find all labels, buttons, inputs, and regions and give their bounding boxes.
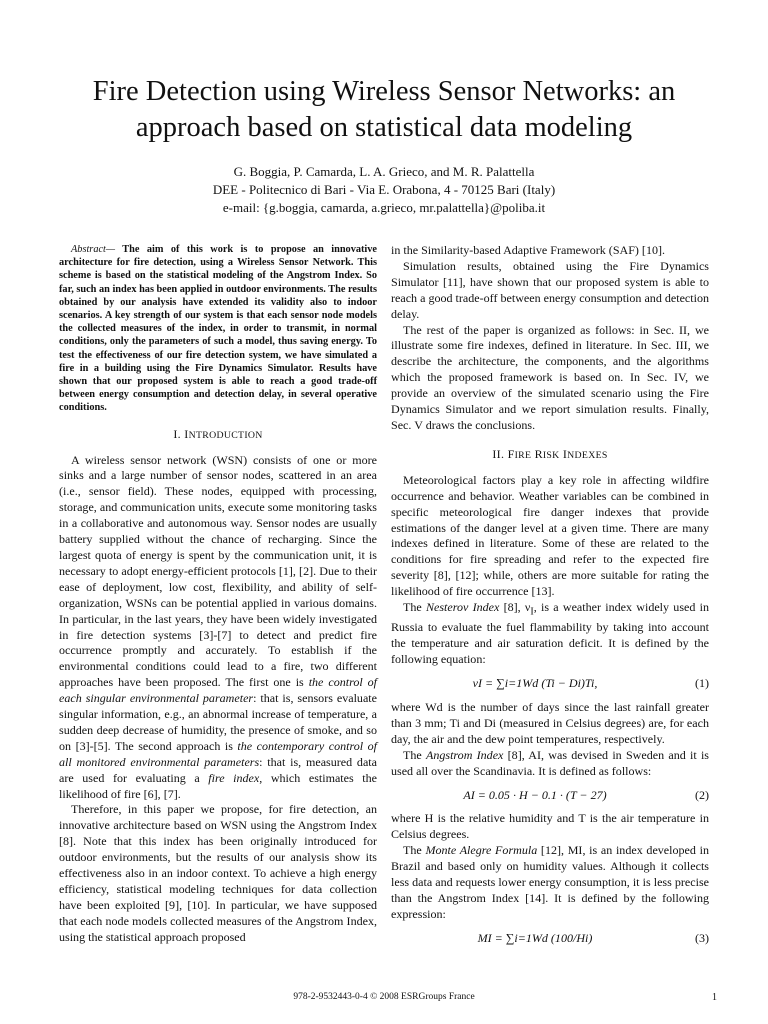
fire-paragraph-1: Meteorological factors play a key role in affecting wildfire occurrence and behavior. Weather variables can be combined in specific meteorological fire danger indexes that provide estimations of the danger level at a given time. There are many indexes defined in literature. Some of these are related to the conditions for fire spreading and refer to the expected fire severity [8], [12]; while, others are more suitable for rating the likelihood of fire occurrence [13].	[391, 472, 709, 599]
paper-title	[40, 74, 728, 146]
author-names: G. Boggia, P. Camarda, L. A. Grieco, and M. R. Palattella	[233, 164, 535, 179]
equation-3-expression: MI = ∑i=1Wd (100/Hi)	[477, 930, 593, 945]
equation-2	[391, 788, 709, 804]
left-column	[59, 243, 377, 946]
abstract-lead: Abstract—	[71, 244, 116, 255]
section-heading-fire-risk-indexes: II. FIRE RISK INDEXES	[492, 446, 608, 461]
equation-2-number: (2)	[694, 787, 709, 802]
title-line-2: approach based on statistical data modeling	[135, 112, 633, 143]
abstract-text: The aim of this work is to propose an innovative architecture for fire detection, using a Wireless Sensor Network. This scheme is based on the statistical modeling of the Angstrom Index. So far, such an index has been applied in outdoor environments. The results obtained by our analysis have extended its validity also to indoor scenarios. A key strength of our system is that each sensor node models the collected measures of the index, in order to transmit, in normal conditions, only the parameters of such a model, thus saving energy. To test the effectiveness of our fire detection system, we have simulated a fire in a building using the Fire Dynamics Simulator. Results have shown that our proposed system is able to reach a good trade-off between energy consumption and detection delay, in several operative conditions.	[59, 244, 377, 414]
intro-paragraph-2: Therefore, in this paper we propose, for fire detection, an innovative architecture based on WSN using the Angstrom Index [8]. Note that this index has been originally introduced for outdoor environments, but the results of our analysis show its effectiveness also in an indoor context. To achieve a high energy efficiency, statistical modeling techniques for data collection have been exploited [9], [10]. In particular, we have supposed that each node models collected measures of the Angstrom Index, using the statistical approach proposed	[59, 802, 377, 944]
equation-1	[391, 676, 709, 692]
section-heading-introduction: I. INTRODUCTION	[173, 426, 263, 441]
page-footer: 978-2-9532443-0-4 © 2008 ESRGroups France	[293, 992, 475, 1002]
equation-1-number: (1)	[694, 676, 709, 691]
fire-paragraph-where-wd: where Wd is the number of days since the last rainfall greater than 3 mm; Ti and Di (measured in Celsius degrees) are, for each day, the air and the dew point temperatures, respectively.	[391, 699, 709, 746]
equation-3-number: (3)	[694, 930, 709, 945]
equation-1-expression: νI = ∑i=1Wd (Ti − Di)Ti,	[472, 676, 598, 691]
page-number: 1	[712, 992, 717, 1003]
fire-paragraph-nesterov: The Nesterov Index [8], $\nu_I$, is a weather index widely used in Russia to evaluate the fuel flammability by taking into account the temperature and air saturation deficit. It is defined by the following equation:	[391, 600, 710, 667]
intro-paragraph-3: Simulation results, obtained using the Fire Dynamics Simulator [11], have shown that our proposed system is able to reach a good trade-off between energy consumption and detection delay.	[391, 258, 710, 321]
intro-paragraph-1: A wireless sensor network (WSN) consists of one or more sinks and a large number of sensor nodes, scattered in an area (i.e., sensor field). These nodes, equipped with processing, storage, and communication units, execute some monitoring tasks in a collaborative and autonomous way. Sensor nodes are usually battery supplied without the chance of recharging. Since the largest quota of energy is spent by the communication unit, it is necessary to adopt energy-efficient protocols [1], [2]. Due to their ease of deployment, low cost, flexibility, and ability of self-organization, WSNs can be potential applied in various domains. In particular, in the last years, they have been widely investigated in fire detection systems [3]-[7] to detect and predict fire occurrence promptly and accurately. To establish if the environmental conditions could lead to a fire, two different approaches have been proposed. The first one is the control of each singular environmental parameter: that is, sensors evaluate singular information, e.g., an abnormal increase of temperature, a sudden deep decrease of humidity, the presence of smoke, and so on [3]-[5]. The second approach is the contemporary control of all monitored environmental parameters: that is, measured data are used for evaluating a fire index, which estimates the likelihood of fire [6], [7].	[59, 452, 378, 801]
affiliation: DEE - Politecnico di Bari - Via E. Orabona, 4 - 70125 Bari (Italy)	[212, 182, 556, 197]
email-line: e-mail: {g.boggia, camarda, a.grieco, mr.palattella}@poliba.it	[222, 200, 546, 215]
author-block	[40, 163, 728, 217]
equation-2-expression: AI = 0.05 · H − 0.1 · (T − 27)	[463, 787, 607, 802]
fire-paragraph-monte-alegre: The Monte Alegre Formula [12], MI, is an index developed in Brazil and based only on humidity values. Although it collects less data and requests lower energy consumption, it is less precise than the Angstrom Index [14]. It is defined by the following expression:	[391, 843, 709, 921]
title-line-1: Fire Detection using Wireless Sensor Networks: an	[92, 76, 676, 107]
intro-paragraph-2-continued: in the Similarity-based Adaptive Framework (SAF) [10].	[391, 243, 666, 257]
equation-3	[391, 931, 709, 947]
fire-paragraph-where-h: where H is the relative humidity and T is the air temperature in Celsius degrees.	[391, 811, 709, 842]
abstract	[59, 243, 377, 415]
intro-paragraph-4: The rest of the paper is organized as follows: in Sec. II, we illustrate some fire indexes, defined in literature. In Sec. III, we describe the architecture, the components, and the algorithms which the proposed framework is based on. In Sec. IV, we provide an overview of the simulated scenario using the Fire Dynamics Simulator and we report simulation results. Finally, Sec. V draws the conclusions.	[391, 322, 709, 432]
fire-paragraph-angstrom: The Angstrom Index [8], AI, was devised in Sweden and it is used all over the Scandinavia. It is defined as follows:	[391, 747, 709, 778]
right-column	[391, 243, 709, 955]
